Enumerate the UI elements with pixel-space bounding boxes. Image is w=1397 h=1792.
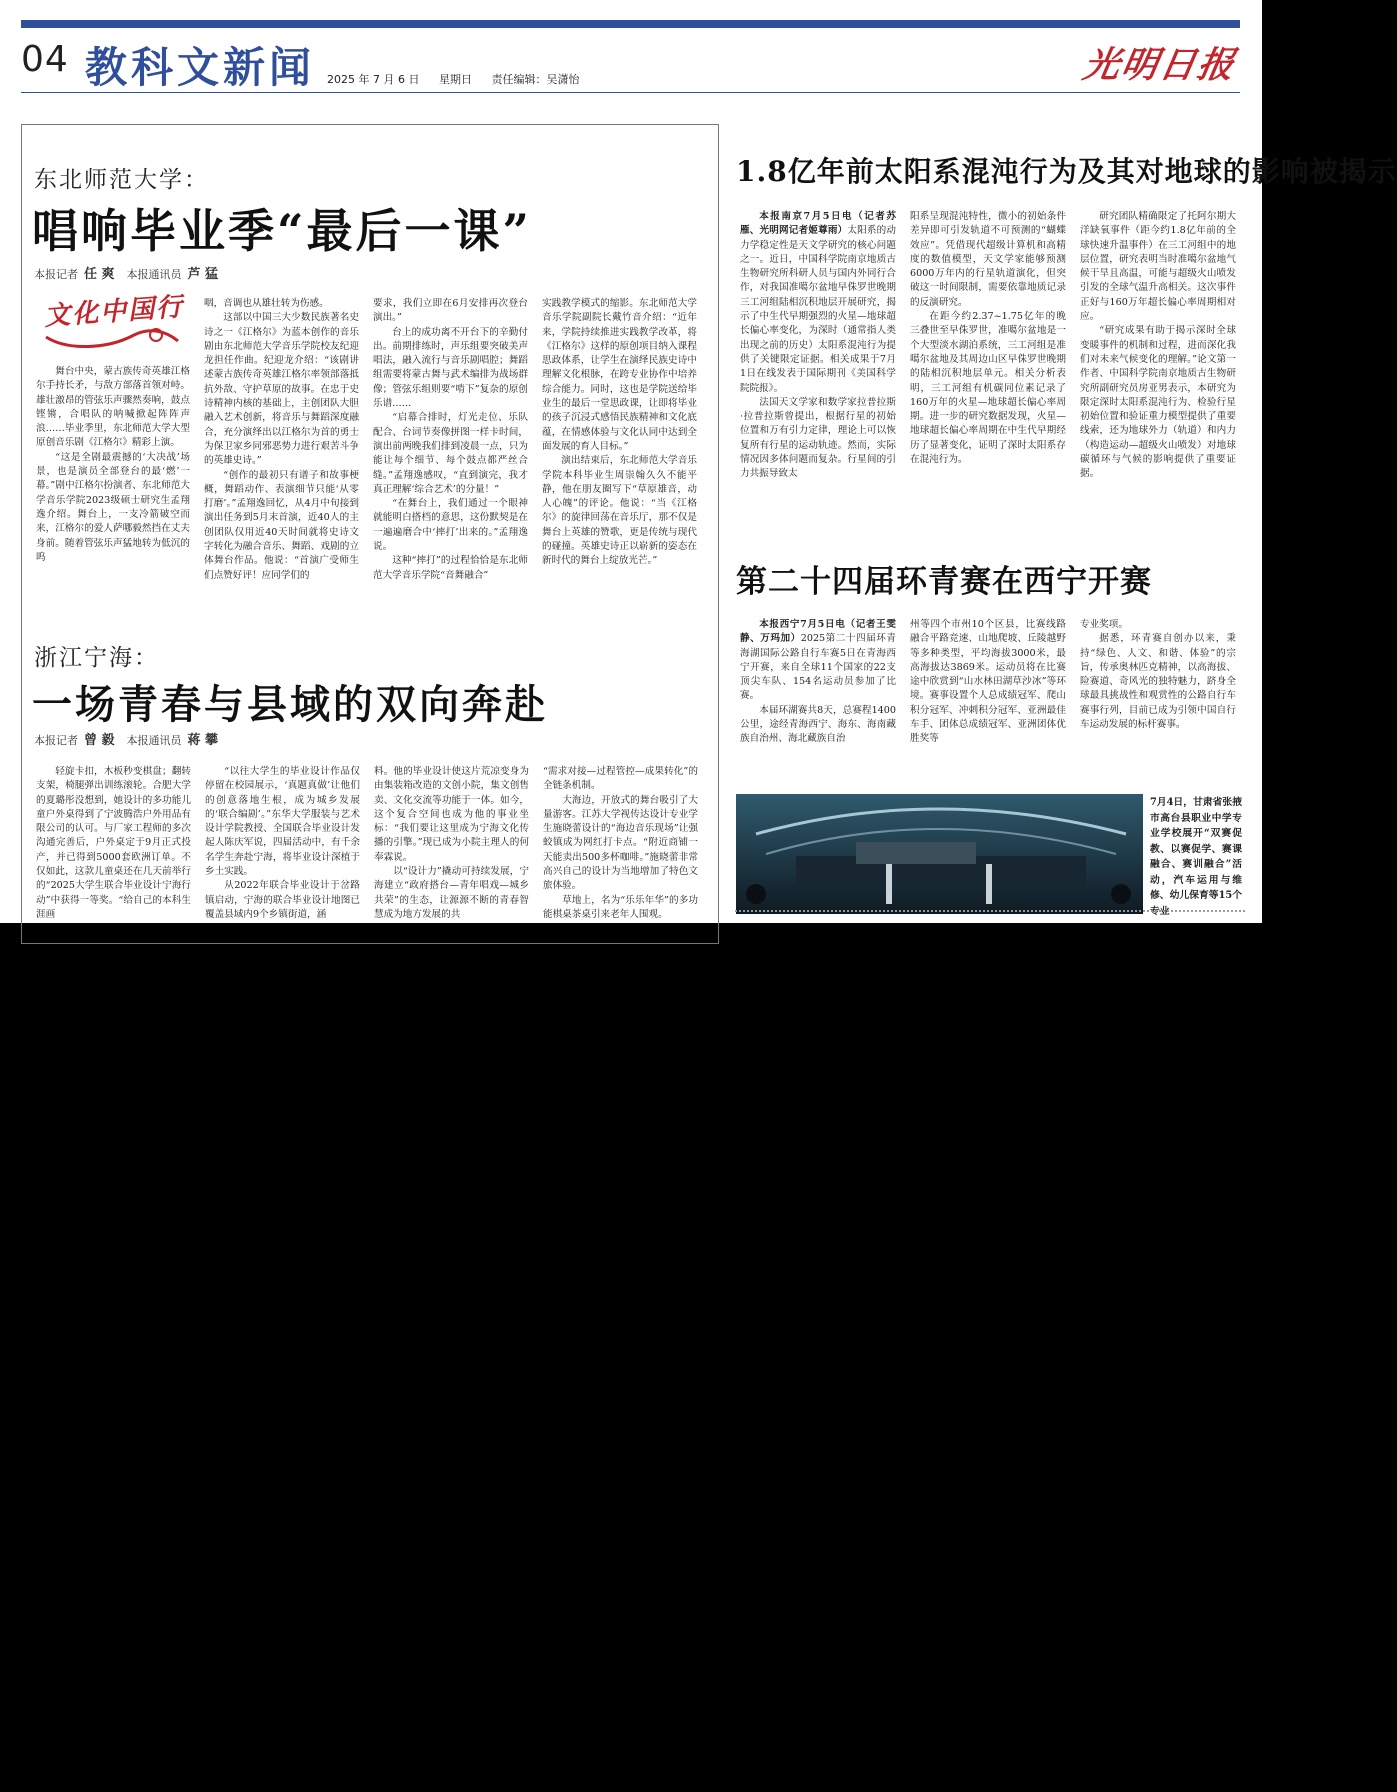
stamp-text: 文化中国行 [43, 292, 186, 332]
paragraph [740, 210, 896, 396]
article2-kicker: 浙江宁海： [34, 645, 159, 671]
paragraph: 这部以中国三大少数民族著名史诗之一《江格尔》为蓝本创作的音乐剧由东北师范大学音乐学院校友纪迎龙担任作曲。纪迎龙介绍：“该剧讲述蒙古族传奇英雄江格尔率领部落抵抗外敌、守护草原的故事。在忠于史诗精神内核的基础上，主创团队大胆融入艺术创新，将音乐与舞蹈深度融合，充分演绎出以江格尔为首的勇士为保卫家乡同邪恶势力进行艰苦斗争的英雄史诗。” [204, 312, 359, 467]
paragraph: 演出结束后，东北师范大学音乐学院本科毕业生周崇翰久久不能平静，他在朋友圈写下“草原雄音，动人心魄”的评论。他说：“当《江格尔》的旋律回荡在音乐厅，那不仅是舞台上英雄的赞歌，更是传统与现代的碰撞。英雄史诗正以崭新的姿态在新时代的舞台上绽放光芒。” [542, 455, 697, 567]
article4-column-2 [910, 618, 1066, 758]
newspaper-logo: 光明日报 [1079, 44, 1240, 86]
correspondent-name: 芦 猛 [187, 267, 219, 282]
reporter-label: 本报记者 [34, 734, 78, 747]
reporter-name: 任 爽 [84, 267, 115, 282]
paragraph: 料。他的毕业设计使这片荒凉变身为由集装箱改造的文创小院，集文创售卖、文化交流等功能于一体。如今，这个复合空间也成为他的事业坐标：“我们要让这里成为宁海文化传播的引擎。”现已成为小院主理人的何奉霖说。 [374, 766, 529, 863]
paragraph: “创作的最初只有谱子和故事梗概，舞蹈动作、表演细节只能‘从零打磨’。”孟翔逸回忆，从4月中旬接到演出任务到5月末首演，近40人的主创团队仅用近40天时间就将史诗文字转化为融合音乐、舞蹈、戏剧的立体舞台作品。他说：“首演广受师生们点赞好评！应同学们的 [204, 469, 359, 581]
article4-title: 第二十四届环青赛在西宁开赛 [736, 564, 1152, 600]
paragraph: 实践教学模式的缩影。东北师范大学音乐学院副院长戴竹音介绍：“近年来，学院持续推进实践教学改革，将《江格尔》这样的原创项目纳入课程思政体系，让学生在演绎民族史诗中理解文化根脉，在跨专业协作中培养综合能力。同时，这也是学院送给毕业生的最后一堂思政课，让即将毕业的孩子沉浸式感悟民族精神和文化底蕴，在情感体验与文化认同中达到全面发展的育人目标。” [542, 298, 697, 452]
paragraph: “需求对接—过程管控—成果转化”的全链条机制。 [543, 766, 698, 792]
editor-credit: 责任编辑：吴潇怡 [491, 73, 580, 86]
article1-column-3 [373, 297, 528, 581]
article3-title: 1.8亿年前太阳系混沌行为及其对地球的影响被揭示 [736, 155, 1397, 188]
paragraph: 研究团队精确限定了托阿尔期大洋缺氧事件（距今约1.8亿年前的全球快速升温事件）在三工河组中的地层位置，研究表明当时准噶尔盆地气候干旱且高温，可能与超级火山喷发引发的全球气温升高相关。这次事件正好与160万年超长偏心率周期相对应。 [1080, 211, 1236, 323]
article1-column-1 [36, 297, 190, 563]
paragraph: 专业奖项。 [1080, 619, 1128, 630]
header-rule [21, 92, 1240, 93]
article2-byline [34, 729, 230, 748]
correspondent-label: 本报通讯员 [126, 734, 182, 747]
paragraph-text: 2025第二十四届环青海湖国际公路自行车赛5日在青海西宁开赛，来自全球11个国家的22支顶尖车队、154名运动员参加了比赛。 [740, 633, 896, 702]
paragraph: 据悉，环青赛自创办以来，秉持“绿色、人文、和谐、体验”的宗旨，传承奥林匹克精神，以高海拔、险赛道、奇风光的独特魅力，跻身全球最具挑战性和观赏性的公路自行车赛事行列，目前已成为引领中国自行车运动发展的标杆赛事。 [1080, 633, 1236, 731]
paragraph: 州等四个市州10个区县，比赛线路融合平路竞速、山地爬坡、丘陵越野等多种类型，平均海拔3000米，最高海拔达3869米。运动员将在比赛途中欣赏到“山水林田湖草沙冰”等环境。赛事设置个人总成绩冠军、爬山积分冠军、冲刺积分冠军、亚洲最佳车手、团体总成绩冠军、亚洲团体优胜奖等 [910, 619, 1066, 745]
paragraph: 从2022年联合毕业设计于岔路镇启动，宁海的联合毕业设计地图已覆盖县域内9个乡镇街道，涵 [205, 880, 360, 920]
paragraph: 轻旋卡扣，木板秒变棋盘；翻转支架，椅腿弹出训练滚轮。合肥大学的夏璐彤没想到，她设计的多功能儿童户外桌得到了宁波腾浩户外用品有限公司的认可。与厂家工程师的多次沟通完善后，户外桌定于9月正式投产，并已得到5000套欧洲订单。不仅如此，这款儿童桌还在几天前举行的“2025大学生联合毕业设计宁海行动”中获得一等奖。“给自己的本科生涯画 [36, 766, 191, 920]
paragraph [740, 618, 896, 704]
paragraph: 本届环湖赛共8天，总赛程1400公里，途经青海西宁、海东、海南藏族自治州、海北藏族自治 [740, 704, 896, 745]
photo-caption: 7月4日，甘肃省张掖市高台县职业中学专业学校展开“双赛促教、以赛促学、赛课融合、赛训融合”活动，汽车运用与维修、幼儿保育等15个专业 [1150, 797, 1243, 917]
article1-title: 唱响毕业季“最后一课” [32, 204, 532, 258]
header-meta [327, 71, 595, 87]
paragraph: 这种“摔打”的过程恰恰是东北师范大学音乐学院“音舞融合” [373, 555, 528, 581]
paragraph: 法国天文学家和数学家拉普拉斯·拉普拉斯曾提出，根据行星的初始位置和万有引力定律，理论上可以恢复所有行星的运动轨迹。然而，实际情况因多体问题而复杂。行星间的引力共振导致太 [740, 396, 896, 480]
paragraph: “以往大学生的毕业设计作品仅停留在校园展示，‘真题真做’让他们的创意落地生根，成为城乡发展的‘联合编剧’。”东华大学服装与艺术设计学院教授、全国联合毕业设计发起人陈庆军说，四届活动中，有千余名学生奔赴宁海，将毕业设计深植于乡土实践。 [205, 766, 360, 878]
page-header [21, 33, 1240, 93]
paragraph: 以“设计力”撬动可持续发展，宁海建立“政府搭台—青年唱戏—城乡共荣”的生态，让源源不断的青春智慧成为地方发展的共 [374, 866, 529, 920]
article2-title: 一场青春与县域的双向奔赴 [32, 681, 548, 728]
workshop-photo-image [736, 794, 1143, 914]
reporter-label: 本报记者 [34, 268, 78, 281]
article2-column-1 [36, 765, 191, 925]
correspondent-label: 本报通讯员 [126, 268, 182, 281]
article3-dateline: 本报南京7月5日电（记者苏雁、光明网记者姬尊雨） [740, 211, 896, 237]
paragraph: 阳系呈现混沌特性，微小的初始条件差异即可引发轨道不可预测的“蝴蝶效应”。凭借现代超级计算机和高精度的数值模型，天文学家能够预测6000万年内的行星轨道演化，但突破这一时间限制，需要依靠地质记录的反演研究。 [910, 211, 1066, 308]
paragraph: “在舞台上，我们通过一个眼神就能明白搭档的意思，这份默契是在一遍遍磨合中‘摔打’出来的。”孟翔逸说。 [373, 498, 528, 553]
article1-body [36, 297, 697, 581]
reporter-name: 曾 毅 [84, 733, 115, 748]
article2-column-3 [374, 765, 529, 925]
paragraph: 大海边，开放式的舞台吸引了大量游客。江苏大学视传达设计专业学生施晓蕾设计的“海边音乐现场”让强蛟镇成为网红打卡点。“附近商铺一天能卖出500多杯咖啡。”施晓蕾非常高兴自己的设计为当地增加了特色文旅体验。 [543, 794, 698, 892]
article2-body [36, 765, 698, 925]
article1-byline [34, 263, 230, 282]
article3-column-3 [1080, 210, 1236, 492]
article4-column-3 [1080, 618, 1236, 758]
page-number: 04 [21, 39, 69, 80]
paragraph: 舞台中央，蒙古族传奇英雄江格尔手持长矛，与敌方部落首领对峙。雄壮激昂的管弦乐声骤然奏响，鼓点铿锵，合唱队的呐喊掀起阵阵声浪……毕业季里，东北师范大学大型原创音乐剧《江格尔》精彩上演。 [36, 366, 190, 449]
left-feature-box [21, 124, 719, 944]
paragraph: “这是全剧最震撼的‘大决战’场景，也是演员全部登台的最‘燃’一幕。”剧中江格尔扮演者、东北师范大学音乐学院2023级硕士研究生孟翔逸介绍。舞台上，一支冷箭破空而来，江格尔的爱人萨哪毅然挡在丈夫身前。随着管弦乐声猛地转为低沉的呜 [36, 451, 190, 563]
article2-column-2 [205, 765, 360, 925]
paragraph: 草地上，名为“乐乐年华”的多功能棋桌茶桌引来老年人围观。 [543, 894, 698, 920]
article3-body [740, 210, 1236, 492]
paragraph: “启幕合排时，灯光走位、乐队配合、台词节奏像拼图一样卡时间，演出前两晚我们排到凌晨一点，只为能让每个细节、每个鼓点都严丝合缝。”孟翔逸感叹，“直到演完，我才真正理解‘综合艺术’的分量！” [373, 412, 528, 495]
paragraph: “研究成果有助于揭示深时全球变暖事件的机制和过程，进而深化我们对未来气候变化的理解。”论文第一作者、中国科学院南京地质古生物研究所副研究员房亚男表示，本研究为限定深时太阳系混沌行为、检验行星初始位置和验证重力模型提供了重要线索，还为地球外力（轨道）和内力（构造运动—超级火山喷发）对地球碳循环与气候的影响提供了重要证据。 [1080, 325, 1236, 480]
article1-column-4 [542, 297, 697, 567]
issue-date: 2025 年 7 月 6 日 [327, 73, 420, 86]
article2-column-4 [543, 765, 698, 925]
top-color-bar [21, 20, 1240, 28]
article4-body [740, 618, 1236, 758]
issue-weekday: 星期日 [438, 73, 472, 86]
article4-dateline: 本报西宁7月5日电（记者王雯静、万玛加） [740, 619, 896, 645]
crop-edge [735, 910, 1245, 916]
article4-column-1 [740, 618, 896, 758]
article3-column-2 [910, 210, 1066, 492]
paragraph: 在距今约2.37~1.75亿年的晚三叠世至早侏罗世，准噶尔盆地是一个大型淡水湖泊系统，三工河组是准噶尔盆地及其周边山区早侏罗世晚期的陆相沉积地层单元。相关分析表明，三工河组有机碳同位素记录了160万年的火星—地球超长偏心率周期。进一步的研究数据发现，火星—地球超长偏心率周期在中生代早期经历了显著变化，证明了深时太阳系存在混沌行为。 [910, 311, 1066, 466]
paragraph-text: 太阳系的动力学稳定性是天文学研究的核心问题之一。近日，中国科学院南京地质古生物研究所科研人员与国内外同行合作，对我国准噶尔盆地早侏罗世晚期三工河组陆相沉积地层开展研究，揭示了中生代早期强烈的火星—地球超长偏心率变化，为深时（通常指人类出现之前的历史）太阳系混沌行为提供了关键限定证据。相关成果于7月1日在线发表于国际期刊《美国科学院院报》。 [740, 225, 897, 394]
paragraph: 咽，音调也从雄壮转为伤感。 [204, 298, 329, 309]
correspondent-name: 蒋 攀 [187, 733, 219, 748]
article3-column-1 [740, 210, 896, 492]
paragraph: 要求，我们立即在6月安排再次登台演出。” [373, 298, 528, 324]
news-photo [736, 794, 1143, 914]
article1-kicker: 东北师范大学： [34, 167, 209, 193]
section-title: 教科文新闻 [85, 43, 316, 92]
paragraph: 台上的成功离不开台下的辛勤付出。前期排练时，声乐组要突破美声唱法，融入流行与音乐剧唱腔；舞蹈组需要将蒙古舞与武术编排为战场群像；管弦乐组则要“啃下”复杂的原创乐谱…… [373, 326, 528, 410]
article1-column-2 [204, 297, 359, 581]
